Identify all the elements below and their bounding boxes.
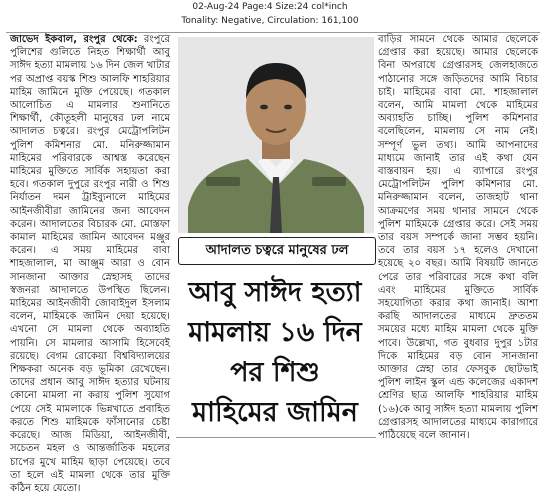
newspaper-clipping: [6, 32, 540, 494]
headline-line-1: আবু সাঈদ হত্যা: [188, 277, 362, 308]
clipping-meta-date: 02-Aug-24 Page:4 Size:24 col*inch: [192, 2, 348, 12]
headline-line-4: মাহিমের জামিন: [192, 397, 358, 428]
headline-line-2: মামলায় ১৬ দিন: [188, 317, 362, 348]
right-column-text: [378, 33, 538, 441]
headline-line-3: পর শিশু: [230, 357, 320, 388]
headline: [176, 273, 374, 441]
subheading-text: আদালত চত্বরে মানুষের ঢল: [205, 242, 349, 258]
portrait-figure-icon: [178, 37, 374, 233]
headline-bottom-rule: [176, 437, 376, 442]
left-column-body: রংপুরে পুলিশের গুলিতে নিহত শিক্ষার্থী আবু সাঈদ হত্যা মামলায় ১৬ দিন জেল খাটার পর অপ্রাপ্ত বয়স্ক শিশু আলফি শাহরিয়ার মাহিম জামিনে মুক্তি পেয়েছে। গতকাল আলোচিত এ মামলার শুনানিতে শিক্ষার্থী, কৌতূহলী মানুষের ঢল নামে আদালত চত্বরে। রংপুর মেট্রোপলিটন পুলিশ কমিশনার মো. মনিরুজ্জামান মাহিমের পরিবারকে আশ্বস্ত করেছেন মাহিমের মুক্তিতে সার্বিক সহায়তা করা হবে। গতকাল দুপুরে রংপুর নারী ও শিশু নির্যাতন দমন ট্রাইব্যুনালে মাহিমের আইনজীবীরা জামিনের জন্য আবেদন করেন। আদালতের বিচারক মো. মোস্তফা কামাল মাহিমের জামিন আবেদন মঞ্জুর করেন। এ সময় মাহিমের বাবা শাহজালাল, মা আঞ্জুম আরা ও বোন সানজানা আক্তার স্নেহাসহ তাদের স্বজনরা আদালতে উপস্থিত ছিলেন। মাহিমের আইনজীবী জোবাইদুল ইসলাম বলেন, মাহিমকে জামিন দেয়া হয়েছে। এখনো সে মামলা থেকে অব্যাহতি পায়নি। সে মামলার আসামি হিসেবেই রয়েছে। বেগম রোকেয়া বিশ্ববিদ্যালয়ের শিক্ষকরা অনেক বড় ভূমিকা রেখেছেন। তাদের প্রধান আবু সাঈদ হত্যার ঘটনায় কোনো মামলা না করায় পুলিশ সুযোগ পেয়ে সেই মামলাকে ভিন্নখাতে প্রবাহিত করতে শিশু মাহিমকে ফাঁসানোর চেষ্টা করেছে। আজ মিডিয়া, আইনজীবী, সচেতন মহল ও আন্তর্জাতিক মহলের চাপের মুখে মাহিম ছাড়া পেয়েছে। তবে তা হলে এই মামলা থেকে তার মুক্তি কঠিন হয়ে যেতো।: [10, 34, 171, 494]
right-column-body: বাড়ির সামনে থেকে আমার ছেলেকে গ্রেপ্তার করা হয়েছে। আমার ছেলেকে বিনা অপরাধে গ্রেপ্তারসহ জেলহাজতে পাঠানোর সঙ্গে জড়িতদের আমি বিচার চাই। মাহিমের বাবা মো. শাহজালাল বলেন, আমি মামলা থেকে মাহিমের অব্যাহতি চাচ্ছি। পুলিশ কমিশনার বলেছিলেন, মামলায় সে নাম নেই। সম্পূর্ণ ভুল তথ্য। আমি আপনাদের মাধ্যমে জানাই তার এই কথা যেন বাস্তবায়ন হয়। এ ব্যাপারে রংপুর মেট্রোপলিটন পুলিশ কমিশনার মো. মনিরুজ্জামান বলেন, তাজহাট থানা আক্রমণের সময় থানার সামনে থেকে পুলিশ মাহিমকে গ্রেপ্তার করে। সেই সময় তার বয়স সম্পর্কে জানা সম্ভব হয়নি। তবে তার বয়স ১৭ হলেও দেখানো হয়েছে ২০ বছর। আমি বিষয়টি জানতে পেরে তার পরিবারের সঙ্গে কথা বলি এবং মাহিমের মুক্তিতে সার্বিক সহযোগিতা করার কথা জানাই। আশা করছি আদালতের মাধ্যমে দ্রুততম সময়ের মধ্যে মাহিম মামলা থেকে মুক্তি পাবে। উল্লেখ্য, গত বুধবার দুপুর ১টার দিকে মাহিমের বড় বোন সানজানা আক্তার স্নেহা তার ফেসবুক ছোটভাই পুলিশ লাইন স্কুল এন্ড কলেজের একাদশ শ্রেণির ছাত্র আলফি শাহরিয়ার মাহিম (১৬)কে আবু সাঈদ হত্যা মামলায় পুলিশ গ্রেপ্তারসহ আদালতের মাধ্যমে কারাগারে পাঠিয়েছে বলে জানান।: [378, 34, 538, 442]
subheading-box: [178, 237, 376, 265]
left-column-text: [10, 33, 171, 494]
clipping-meta-tonality: Tonality: Negative, Circulation: 161,100: [181, 16, 359, 26]
portrait-photo: [178, 37, 374, 233]
byline: জাভেদ ইকবাল, রংপুর থেকে:: [10, 34, 138, 45]
